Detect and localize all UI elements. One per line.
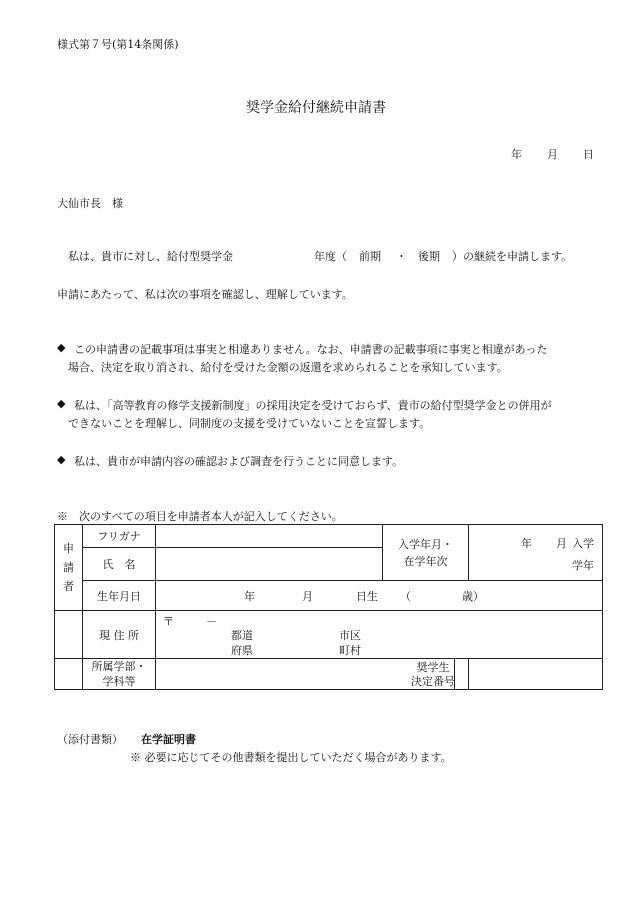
declaration-line: できないことを理解し、同制度の支援を受けていないことを宣誓します。 (68, 417, 431, 430)
enrollment-year: 年 (521, 536, 532, 550)
age-suffix: 歳） (462, 590, 484, 603)
postal-dash: － (206, 615, 217, 628)
attachments-item: 在学証明書 (141, 733, 196, 746)
applicant-char: 申 (63, 542, 74, 555)
applicant-char: 者 (63, 580, 74, 593)
applicant-label-spacer (55, 659, 83, 690)
page-title: 奨学金給付継続申請書 (246, 100, 386, 116)
city-label: 町村 (339, 644, 361, 657)
enrollment-suffix: 入学 (572, 536, 594, 550)
faculty-label-line: 学科等 (102, 675, 136, 688)
diamond-bullet-icon: ◆ (57, 453, 66, 466)
scholar-number-label (411, 659, 469, 690)
birth-year: 年 (244, 590, 255, 603)
scholar-label-line: 奨学生 (416, 661, 450, 674)
request-part3: ）の継続を申請します。 (452, 250, 573, 263)
furigana-input[interactable] (156, 525, 383, 548)
city-label: 市区 (339, 629, 361, 642)
declaration-line: 場合、決定を取り消され、給付を受けた金額の返還を求められることを承知しています。 (68, 361, 508, 374)
prefecture-label: 府県 (231, 644, 253, 657)
request-part1: 私は、貴市に対し、給付型奨学金 (68, 250, 233, 263)
applicant-char: 請 (63, 561, 74, 574)
birth-label: 生年月日 (83, 581, 156, 611)
birth-month: 月 (302, 590, 313, 603)
name-label: 氏 名 (83, 548, 156, 581)
applicant-table (54, 524, 603, 690)
request-part2: 年度（ (314, 250, 347, 263)
faculty-label (83, 659, 156, 690)
date-year: 年 (511, 148, 522, 161)
recipient: 大仙市長 様 (57, 197, 123, 210)
scholar-label-line: 決定番号 (411, 675, 455, 688)
date-day: 日 (583, 148, 594, 161)
scholar-number-input[interactable] (469, 659, 603, 690)
address-input[interactable] (156, 611, 603, 659)
prefecture-label: 都道 (231, 629, 253, 642)
enrollment-label-line: 在学年次 (403, 554, 448, 568)
enrollment-label (383, 525, 469, 581)
request-dot: ・ (396, 250, 407, 263)
request-first-half: 前期 (359, 250, 381, 263)
intro-text: 申請にあたって、私は次の事項を確認し、理解しています。 (57, 288, 353, 301)
postal-mark: 〒 (163, 615, 174, 628)
faculty-label-line: 所属学部・ (91, 660, 147, 673)
name-input[interactable] (156, 548, 383, 581)
enrollment-month: 月 (556, 536, 567, 550)
date-month: 月 (547, 148, 558, 161)
enrollment-label-line: 入学年月・ (398, 537, 453, 551)
diamond-bullet-icon: ◆ (57, 341, 66, 354)
attachments-note: ※ 必要に応じてその他書類を提出していただく場合があります。 (130, 751, 452, 764)
furigana-label: フリガナ (83, 525, 156, 548)
birth-input[interactable] (156, 581, 603, 611)
enrollment-input[interactable] (469, 525, 603, 581)
applicant-label (55, 525, 83, 611)
declaration-line: この申請書の記載事項は事実と相違ありません。なお、申請書の記載事項に事実と相違があった (74, 343, 548, 356)
attachments-label: （添付書類） (57, 733, 123, 746)
age-open: （ (400, 590, 411, 603)
declaration-line: 私は、貴市が申請内容の確認および調査を行うことに同意します。 (74, 455, 404, 468)
birth-day: 日生 (356, 590, 378, 603)
request-second-half: 後期 (418, 250, 440, 263)
address-label: 現 住 所 (83, 611, 156, 659)
diamond-bullet-icon: ◆ (57, 397, 66, 410)
applicant-label-spacer (55, 611, 83, 659)
declaration-line: 私は、「高等教育の修学支援新制度」の採用決定を受けておらず、貴市の給付型奨学金との併用が (74, 399, 552, 412)
form-number: 様式第７号(第14条関係) (57, 38, 179, 51)
table-note: ※ 次のすべての項目を申請者本人が記入してください。 (57, 510, 343, 523)
grade-suffix: 学年 (572, 558, 594, 572)
